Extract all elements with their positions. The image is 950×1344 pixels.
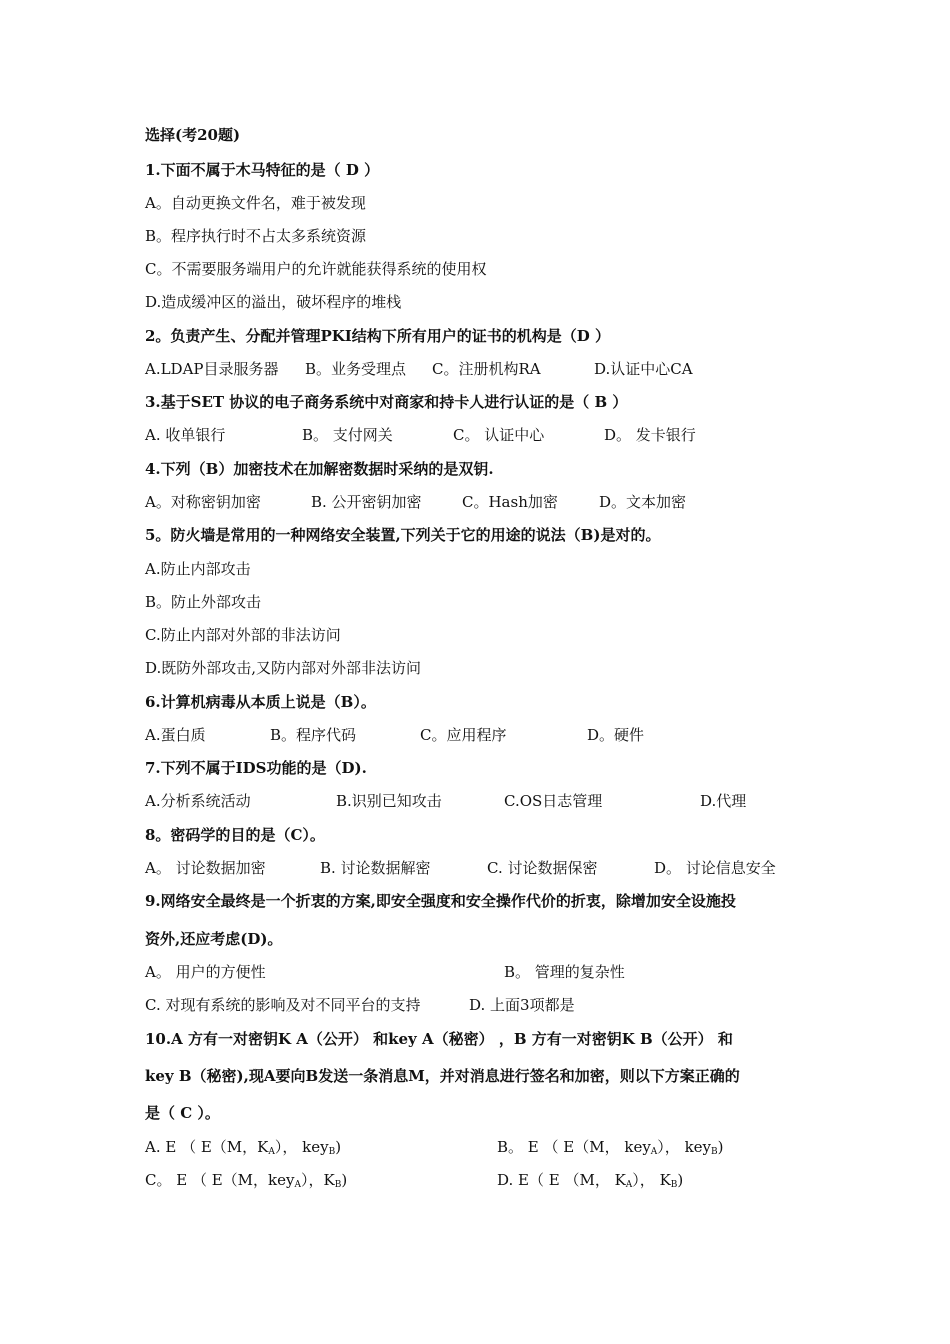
option-text: ）， key: [657, 1138, 712, 1156]
question-3-option-a: A. 收单银行: [145, 426, 226, 444]
question-9-option-d: D. 上面3项都是: [469, 996, 575, 1014]
question-7-option-b: B.识别已知攻击: [336, 792, 442, 810]
question-5-stem: 5。防火墙是常用的一种网络安全装置,下列关于它的用途的说法（B)是对的。: [145, 526, 661, 544]
question-3-option-b: B。 支付网关: [302, 426, 393, 444]
question-8-option-a: A。 讨论数据加密: [145, 859, 266, 877]
option-text: C。 E （ E（M，key: [145, 1171, 295, 1189]
question-6-option-c: C。应用程序: [420, 726, 507, 744]
question-4-option-c: C。Hash加密: [462, 493, 558, 511]
question-8-stem: 8。密码学的目的是（C）。: [145, 826, 325, 844]
option-text: A. E （ E（M，K: [145, 1138, 269, 1156]
question-7-option-a: A.分析系统活动: [145, 792, 251, 810]
question-5-option-c: C.防止内部对外部的非法访问: [145, 626, 341, 644]
question-1-option-b: B。程序执行时不占太多系统资源: [145, 227, 367, 245]
question-1-option-c: C。不需要服务端用户的允许就能获得系统的使用权: [145, 260, 487, 278]
question-3-option-c: C。 认证中心: [453, 426, 545, 444]
option-text: D. E（ E （M， K: [497, 1171, 626, 1189]
option-text: ）， key: [274, 1138, 329, 1156]
question-2-stem: 2。负责产生、分配并管理PKI结构下所有用户的证书的机构是（D ）: [145, 327, 611, 345]
option-text: ): [335, 1138, 342, 1156]
question-4-option-b: B. 公开密钥加密: [311, 493, 422, 511]
question-9-stem-line-1: 9.网络安全最终是一个折衷的方案,即安全强度和安全操作代价的折衷，除增加安全设施投: [145, 892, 736, 910]
question-10-option-a: [145, 1137, 341, 1162]
question-2-option-a: A.LDAP目录服务器: [145, 360, 279, 378]
question-5-option-b: B。防止外部攻击: [145, 593, 262, 611]
option-text: ），K: [300, 1171, 335, 1189]
question-10-option-d: [497, 1170, 683, 1195]
question-9-stem-line-2: 资外,还应考虑(D)。: [145, 930, 283, 948]
question-6-option-a: A.蛋白质: [145, 726, 206, 744]
question-5-option-a: A.防止内部攻击: [145, 560, 251, 578]
question-3-stem: 3.基于SET 协议的电子商务系统中对商家和持卡人进行认证的是（ B ）: [145, 393, 628, 411]
question-8-option-b: B. 讨论数据解密: [320, 859, 431, 877]
question-1-stem: 1.下面不属于木马特征的是（ D ）: [145, 161, 380, 179]
question-10-stem-line-1: 10.A 方有一对密钥K A（公开） 和key A（秘密） ，B 方有一对密钥K B（公开） 和: [145, 1030, 733, 1048]
question-9-option-b: B。 管理的复杂性: [504, 963, 625, 981]
question-7-option-c: C.OS日志管理: [504, 792, 603, 810]
question-6-option-d: D。硬件: [587, 726, 645, 744]
question-9-option-a: A。 用户的方便性: [145, 963, 266, 981]
question-8-option-d: D。 讨论信息安全: [654, 859, 776, 877]
question-10-stem-line-2: key B（秘密),现A要向B发送一条消息M，并对消息进行签名和加密，则以下方案正确的: [145, 1067, 740, 1085]
subscript: B: [328, 1147, 336, 1157]
question-7-stem: 7.下列不属于IDS功能的是（D).: [145, 759, 367, 777]
subscript: A: [650, 1147, 658, 1157]
subscript: A: [625, 1180, 633, 1190]
option-text: B。 E （ E（M， key: [497, 1138, 651, 1156]
question-2-option-b: B。业务受理点: [305, 360, 407, 378]
question-6-option-b: B。程序代码: [270, 726, 357, 744]
question-10-option-c: [145, 1170, 347, 1195]
question-7-option-d: D.代理: [700, 792, 747, 810]
option-text: ): [717, 1138, 724, 1156]
question-4-stem: 4.下列（B）加密技术在加解密数据时采纳的是双钥.: [145, 460, 494, 478]
question-4-option-a: A。对称密钥加密: [145, 493, 261, 511]
question-5-option-d: D.既防外部攻击,又防内部对外部非法访问: [145, 659, 422, 677]
subscript: A: [294, 1180, 301, 1190]
question-1-option-a: A。自动更换文件名，难于被发现: [145, 194, 366, 212]
option-text: ): [677, 1171, 684, 1189]
subscript: B: [670, 1180, 678, 1190]
question-9-option-c: C. 对现有系统的影响及对不同平台的支持: [145, 996, 421, 1014]
question-8-option-c: C. 讨论数据保密: [487, 859, 598, 877]
subscript: B: [711, 1147, 718, 1157]
question-10-option-b: [497, 1137, 724, 1162]
question-3-option-d: D。 发卡银行: [604, 426, 696, 444]
option-text: ): [341, 1171, 348, 1189]
question-10-stem-line-3: 是（ C ）。: [145, 1104, 220, 1122]
subscript: B: [334, 1180, 342, 1190]
question-4-option-d: D。文本加密: [599, 493, 687, 511]
question-2-option-d: D.认证中心CA: [594, 360, 693, 378]
subscript: A: [268, 1147, 275, 1157]
option-text: ）， K: [632, 1171, 671, 1189]
section-title: 选择(考20题): [145, 126, 241, 144]
question-6-stem: 6.计算机病毒从本质上说是（B）。: [145, 693, 376, 711]
question-1-option-d: D.造成缓冲区的溢出，破坏程序的堆栈: [145, 293, 402, 311]
question-2-option-c: C。注册机构RA: [432, 360, 541, 378]
